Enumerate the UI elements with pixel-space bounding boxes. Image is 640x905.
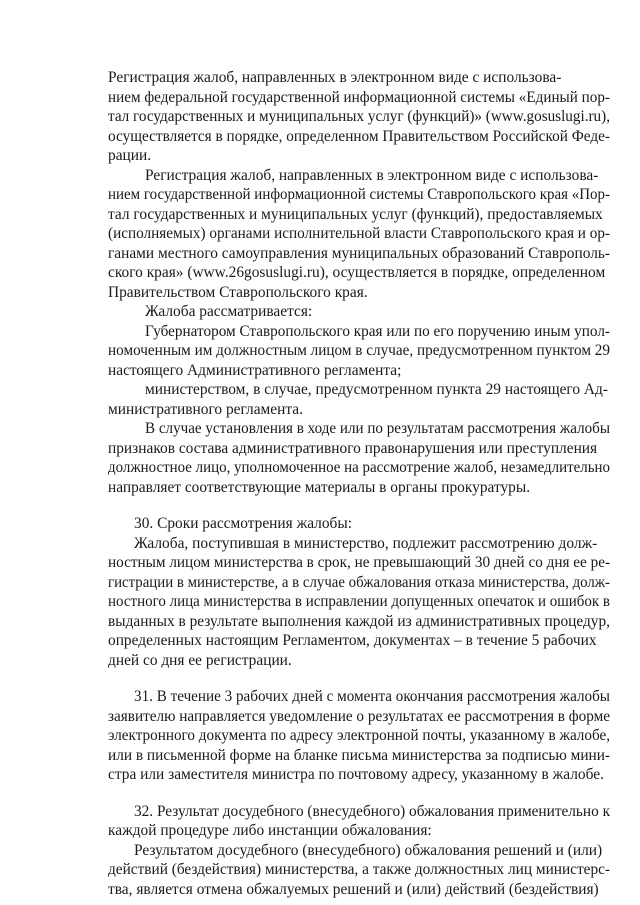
text-line: признаков состава административного правонарушения или преступления [108, 439, 598, 457]
text-line: Результатом досудебного (внесудебного) обжалования решений и (или) [134, 841, 603, 859]
text-line: выданных в результате выполнения каждой из административных процедур, [108, 612, 610, 630]
text-line: министерством, в случае, предусмотренном пункта 29 настоящего Ад- [145, 381, 608, 398]
text-line: Жалоба, поступившая в министерство, подлежит рассмотрению долж- [134, 534, 598, 552]
text-line: Правительством Ставропольского края. [108, 283, 368, 301]
text-line: определенных настоящим Регламентом, документах – в течение 5 рабочих [108, 632, 597, 649]
text-line: рации. [108, 147, 152, 164]
text-line: должностное лицо, уполномоченное на рассмотрение жалоб, незамедлительно [108, 459, 610, 476]
text-line: ностного лица министерства в исправлении допущенных опечаток и ошибок в [108, 593, 610, 610]
text-line: нием федеральной государственной информационной системы «Единый пор- [108, 88, 610, 106]
text-line: осуществляется в порядке, определенном Правительством Российской Феде- [108, 127, 611, 145]
text-line: тал государственных и муниципальных услуг (функций)» (www.gosuslugi.ru), [108, 108, 610, 125]
text-line: Регистрация жалоб, направленных в электронном виде с использова- [108, 69, 562, 86]
text-line: электронного документа по адресу электронной почты, указанному в жалобе, [108, 727, 611, 744]
section-heading: 32. Результат досудебного (внесудебного) обжалования применительно к [134, 802, 611, 820]
text-line: нием государственной информационной системы Ставропольского края «Пор- [108, 186, 610, 203]
text-line: действий (бездействия) министерства, а также должностных лиц министерс- [108, 861, 611, 878]
text-line: ского края» (www.26gosuslugi.ru), осуществляется в порядке, определенном [108, 264, 606, 281]
text-line: настоящего Административного регламента; [108, 361, 402, 379]
text-line: гистрации в министерстве, а в случае обжалования отказа министерства, долж- [108, 573, 610, 591]
text-line: номоченным им должностным лицом в случае, предусмотренном пунктом 29 [108, 342, 611, 359]
text-line: ностным лицом министерства в срок, не превышающий 30 дней со дня ее ре- [108, 554, 611, 571]
text-line: тва, является отмена обжалуемых решений и (или) действий (бездействия) [108, 880, 599, 898]
text-line: Жалоба рассматривается: [145, 303, 313, 320]
text-line: каждой процедуре либо инстанции обжалования: [108, 822, 432, 839]
text-line: или в письменной форме на бланке письма министерства за подписью мини- [108, 746, 611, 764]
text-line: ганами местного самоуправления муниципальных образований Ставрополь- [108, 244, 610, 262]
text-line: направляет соответствующие материалы в органы прокуратуры. [108, 478, 531, 496]
text-line: Губернатором Ставропольского края или по его поручению иным упол- [145, 322, 611, 340]
text-line: дней со дня ее регистрации. [108, 651, 292, 669]
text-line: Регистрация жалоб, направленных в электронном виде с использова- [145, 166, 599, 184]
text-line: тал государственных и муниципальных услуг (функций), предоставляемых [108, 205, 603, 223]
text-line: (исполняемых) органами исполнительной власти Ставропольского края и ор- [108, 225, 611, 242]
text-line: заявителю направляется уведомление о результатах ее рассмотрения в форме [108, 707, 610, 725]
text-line: В случае установления в ходе или по результатам рассмотрения жалобы [145, 420, 611, 437]
text-line: министративного регламента. [108, 400, 303, 418]
section-heading: 30. Сроки рассмотрения жалобы: [134, 515, 352, 532]
text-line: стра или заместителя министра по почтовому адресу, указанному в жалобе. [108, 766, 604, 783]
section-heading: 31. В течение 3 рабочих дней с момента окончания рассмотрения жалобы [134, 688, 610, 705]
